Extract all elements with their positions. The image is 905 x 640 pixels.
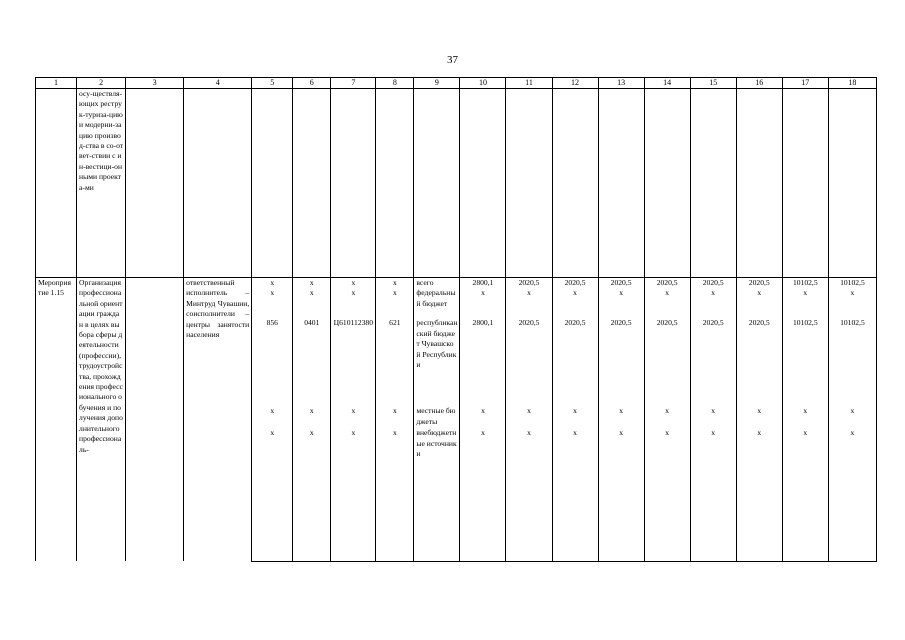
funding-value: x [506, 406, 552, 428]
funding-value: 10102,5 [782, 278, 828, 289]
code-grbs: x [252, 288, 293, 318]
funding-source: федеральный бюджет [414, 288, 460, 318]
header-cell: 5 [252, 78, 293, 89]
funding-value: x [644, 406, 690, 428]
header-cell: 3 [126, 78, 184, 89]
code-expense-type: x [376, 428, 414, 561]
code-grbs: x [252, 406, 293, 428]
funding-value: x [828, 288, 876, 318]
funding-value: 10102,5 [828, 278, 876, 289]
funding-value: x [828, 428, 876, 561]
header-cell: 4 [184, 78, 252, 89]
funding-value: 2020,5 [506, 278, 552, 289]
funding-value: 2020,5 [598, 278, 644, 289]
funding-value: x [736, 406, 782, 428]
budget-table [35, 77, 877, 562]
header-cell: 15 [690, 78, 736, 89]
funding-value: 2800,1 [460, 318, 506, 406]
funding-value: x [644, 288, 690, 318]
funding-value: 2020,5 [506, 318, 552, 406]
funding-value: 2020,5 [552, 278, 598, 289]
funding-source: местные бюджеты [414, 406, 460, 428]
funding-value: 2020,5 [644, 318, 690, 406]
header-cell: 14 [644, 78, 690, 89]
code-target: x [331, 278, 376, 289]
header-cell: 7 [331, 78, 376, 89]
funding-value: x [782, 428, 828, 561]
header-cell: 17 [782, 78, 828, 89]
event-number: Мероприятие 1.15 [36, 278, 77, 562]
funding-value: 2020,5 [690, 318, 736, 406]
funding-value: x [552, 288, 598, 318]
funding-value: x [598, 428, 644, 561]
funding-value: x [690, 428, 736, 561]
funding-value: x [598, 288, 644, 318]
code-expense-type: x [376, 406, 414, 428]
funding-value: x [736, 288, 782, 318]
funding-value: 10102,5 [828, 318, 876, 406]
funding-value: x [782, 288, 828, 318]
code-section: x [293, 406, 331, 428]
code-target: x [331, 288, 376, 318]
funding-value: x [736, 428, 782, 561]
funding-value: 2020,5 [736, 318, 782, 406]
code-section: x [293, 278, 331, 289]
funding-value: 2020,5 [644, 278, 690, 289]
funding-value: x [460, 288, 506, 318]
header-cell: 13 [598, 78, 644, 89]
funding-value: 2020,5 [552, 318, 598, 406]
header-cell: 2 [77, 78, 126, 89]
page-number: 37 [447, 54, 458, 66]
code-expense-type: x [376, 288, 414, 318]
code-target: Ц610112380 [331, 318, 376, 406]
code-grbs: x [252, 278, 293, 289]
continuation-description: осу-ществля-ющих реструк-туриза-цию и модерни-зацию производ-ства в со-ответ-ствии с ин-вестици-онными проекта-ми [77, 89, 126, 278]
funding-value: x [506, 288, 552, 318]
header-cell: 11 [506, 78, 552, 89]
code-expense-type: 621 [376, 318, 414, 406]
header-cell: 9 [414, 78, 460, 89]
header-cell: 1 [36, 78, 77, 89]
continuation-row [36, 89, 877, 278]
funding-value: 10102,5 [782, 318, 828, 406]
funding-value: x [598, 406, 644, 428]
funding-value: x [552, 428, 598, 561]
event-description: Организация профессиональной ориентации граждан в целях выбора сферы деятельности (профессии), трудоустройства, прохождения профессионального обучения и получения дополнительного профессиональ- [77, 278, 126, 562]
funding-value: 2800,1 [460, 278, 506, 289]
code-target: x [331, 406, 376, 428]
funding-value: x [460, 428, 506, 561]
code-target: x [331, 428, 376, 561]
header-cell: 8 [376, 78, 414, 89]
responsible-executor: ответственный исполнитель – Минтруд Чувашии, соисполнители – центры занятости населения [184, 278, 252, 562]
funding-value: x [828, 406, 876, 428]
header-cell: 12 [552, 78, 598, 89]
funding-value: 2020,5 [598, 318, 644, 406]
funding-source: республиканский бюджет Чувашской Республики [414, 318, 460, 406]
code-section: x [293, 288, 331, 318]
funding-source: всего [414, 278, 460, 289]
code-grbs: 856 [252, 318, 293, 406]
code-section: x [293, 428, 331, 561]
funding-value: x [552, 406, 598, 428]
header-row [36, 78, 877, 89]
funding-value: x [690, 406, 736, 428]
header-cell: 6 [293, 78, 331, 89]
code-section: 0401 [293, 318, 331, 406]
funding-row [36, 278, 877, 289]
funding-value: 2020,5 [736, 278, 782, 289]
event-section [36, 278, 877, 562]
header-cell: 10 [460, 78, 506, 89]
funding-value: x [782, 406, 828, 428]
empty-cell [126, 278, 184, 562]
header-cell: 18 [828, 78, 876, 89]
funding-value: x [506, 428, 552, 561]
funding-value: x [644, 428, 690, 561]
funding-value: 2020,5 [690, 278, 736, 289]
code-expense-type: x [376, 278, 414, 289]
header-cell: 16 [736, 78, 782, 89]
funding-value: x [460, 406, 506, 428]
code-grbs: x [252, 428, 293, 561]
funding-source: внебюджетные источники [414, 428, 460, 561]
funding-value: x [690, 288, 736, 318]
